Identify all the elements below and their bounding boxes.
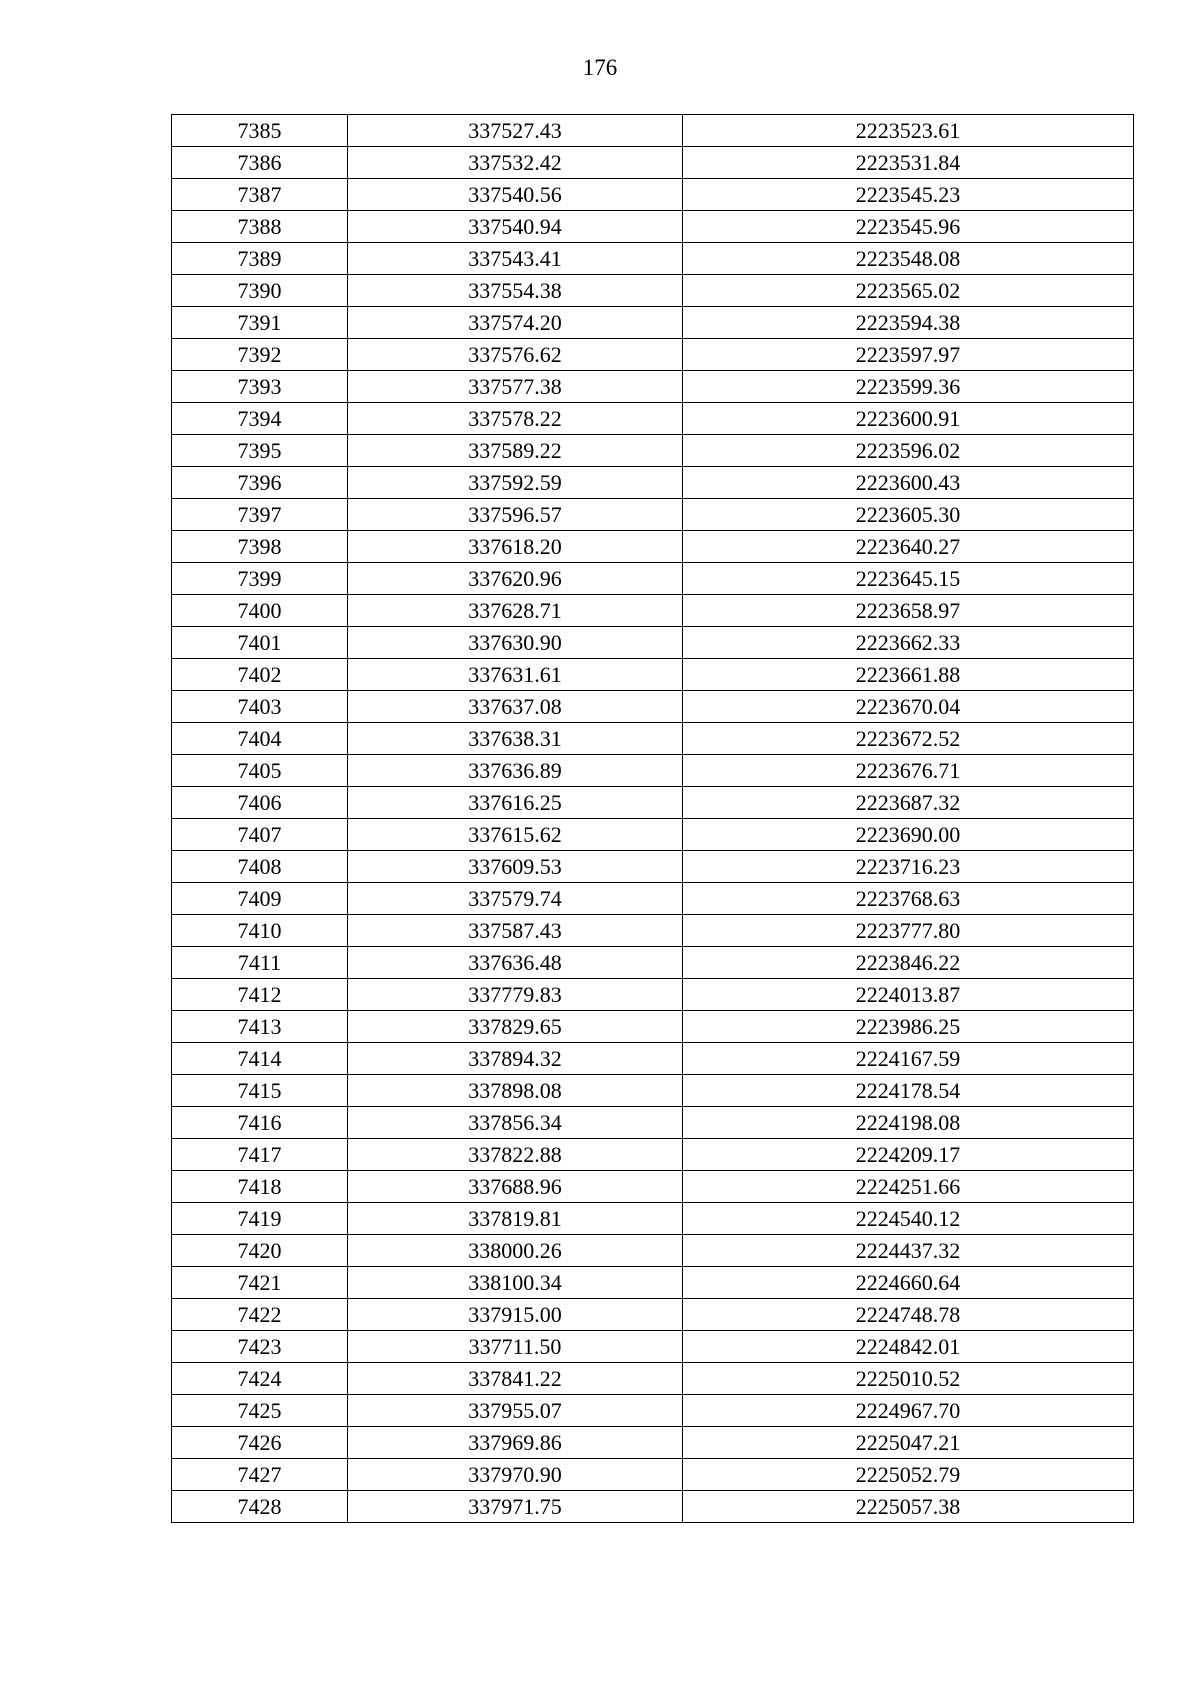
y-coordinate-cell: 2225047.21	[683, 1427, 1134, 1459]
table-row	[172, 275, 1134, 307]
point-number-cell: 7407	[172, 819, 348, 851]
table-row	[172, 307, 1134, 339]
table-row	[172, 115, 1134, 147]
y-coordinate-cell: 2223545.96	[683, 211, 1134, 243]
point-number-cell: 7391	[172, 307, 348, 339]
y-coordinate-cell: 2223523.61	[683, 115, 1134, 147]
x-coordinate-cell: 337638.31	[348, 723, 683, 755]
point-number-cell: 7398	[172, 531, 348, 563]
y-coordinate-cell: 2224842.01	[683, 1331, 1134, 1363]
point-number-cell: 7389	[172, 243, 348, 275]
y-coordinate-cell: 2223600.91	[683, 403, 1134, 435]
x-coordinate-cell: 337618.20	[348, 531, 683, 563]
table-row	[172, 1075, 1134, 1107]
table-row	[172, 211, 1134, 243]
table-row	[172, 1491, 1134, 1523]
y-coordinate-cell: 2223597.97	[683, 339, 1134, 371]
point-number-cell: 7422	[172, 1299, 348, 1331]
point-number-cell: 7395	[172, 435, 348, 467]
point-number-cell: 7410	[172, 915, 348, 947]
point-number-cell: 7402	[172, 659, 348, 691]
x-coordinate-cell: 337592.59	[348, 467, 683, 499]
x-coordinate-cell: 337574.20	[348, 307, 683, 339]
point-number-cell: 7409	[172, 883, 348, 915]
table-row	[172, 1203, 1134, 1235]
point-number-cell: 7411	[172, 947, 348, 979]
y-coordinate-cell: 2224660.64	[683, 1267, 1134, 1299]
table-row	[172, 1235, 1134, 1267]
point-number-cell: 7428	[172, 1491, 348, 1523]
point-number-cell: 7387	[172, 179, 348, 211]
coordinates-table	[171, 114, 1134, 1523]
table-row	[172, 595, 1134, 627]
point-number-cell: 7404	[172, 723, 348, 755]
x-coordinate-cell: 337779.83	[348, 979, 683, 1011]
point-number-cell: 7423	[172, 1331, 348, 1363]
x-coordinate-cell: 337577.38	[348, 371, 683, 403]
y-coordinate-cell: 2223548.08	[683, 243, 1134, 275]
x-coordinate-cell: 337616.25	[348, 787, 683, 819]
x-coordinate-cell: 337615.62	[348, 819, 683, 851]
x-coordinate-cell: 338100.34	[348, 1267, 683, 1299]
point-number-cell: 7390	[172, 275, 348, 307]
y-coordinate-cell: 2225052.79	[683, 1459, 1134, 1491]
x-coordinate-cell: 337829.65	[348, 1011, 683, 1043]
point-number-cell: 7413	[172, 1011, 348, 1043]
y-coordinate-cell: 2225010.52	[683, 1363, 1134, 1395]
y-coordinate-cell: 2224437.32	[683, 1235, 1134, 1267]
table-row	[172, 179, 1134, 211]
x-coordinate-cell: 337711.50	[348, 1331, 683, 1363]
y-coordinate-cell: 2223986.25	[683, 1011, 1134, 1043]
y-coordinate-cell: 2225057.38	[683, 1491, 1134, 1523]
x-coordinate-cell: 337894.32	[348, 1043, 683, 1075]
table-row	[172, 563, 1134, 595]
table-row	[172, 339, 1134, 371]
point-number-cell: 7392	[172, 339, 348, 371]
page-number: 176	[582, 55, 618, 80]
x-coordinate-cell: 337543.41	[348, 243, 683, 275]
table-row	[172, 755, 1134, 787]
point-number-cell: 7386	[172, 147, 348, 179]
y-coordinate-cell: 2224251.66	[683, 1171, 1134, 1203]
x-coordinate-cell: 337631.61	[348, 659, 683, 691]
point-number-cell: 7397	[172, 499, 348, 531]
y-coordinate-cell: 2223640.27	[683, 531, 1134, 563]
point-number-cell: 7425	[172, 1395, 348, 1427]
x-coordinate-cell: 337578.22	[348, 403, 683, 435]
y-coordinate-cell: 2223545.23	[683, 179, 1134, 211]
x-coordinate-cell: 337540.56	[348, 179, 683, 211]
table-row	[172, 819, 1134, 851]
table-row	[172, 371, 1134, 403]
x-coordinate-cell: 337856.34	[348, 1107, 683, 1139]
y-coordinate-cell: 2224540.12	[683, 1203, 1134, 1235]
x-coordinate-cell: 337609.53	[348, 851, 683, 883]
x-coordinate-cell: 337636.89	[348, 755, 683, 787]
point-number-cell: 7400	[172, 595, 348, 627]
point-number-cell: 7393	[172, 371, 348, 403]
point-number-cell: 7426	[172, 1427, 348, 1459]
table-row	[172, 659, 1134, 691]
table-row	[172, 435, 1134, 467]
table-row	[172, 723, 1134, 755]
table-row	[172, 499, 1134, 531]
point-number-cell: 7403	[172, 691, 348, 723]
table-row	[172, 1331, 1134, 1363]
table-row	[172, 979, 1134, 1011]
x-coordinate-cell: 337822.88	[348, 1139, 683, 1171]
x-coordinate-cell: 337955.07	[348, 1395, 683, 1427]
point-number-cell: 7405	[172, 755, 348, 787]
x-coordinate-cell: 337819.81	[348, 1203, 683, 1235]
point-number-cell: 7388	[172, 211, 348, 243]
y-coordinate-cell: 2223662.33	[683, 627, 1134, 659]
table-row	[172, 915, 1134, 947]
x-coordinate-cell: 337637.08	[348, 691, 683, 723]
x-coordinate-cell: 337636.48	[348, 947, 683, 979]
table-row	[172, 1299, 1134, 1331]
y-coordinate-cell: 2224209.17	[683, 1139, 1134, 1171]
point-number-cell: 7424	[172, 1363, 348, 1395]
table-row	[172, 1171, 1134, 1203]
table-row	[172, 1043, 1134, 1075]
table-row	[172, 851, 1134, 883]
table-row	[172, 1107, 1134, 1139]
y-coordinate-cell: 2223768.63	[683, 883, 1134, 915]
y-coordinate-cell: 2223596.02	[683, 435, 1134, 467]
table-row	[172, 467, 1134, 499]
x-coordinate-cell: 337620.96	[348, 563, 683, 595]
point-number-cell: 7412	[172, 979, 348, 1011]
y-coordinate-cell: 2223690.00	[683, 819, 1134, 851]
y-coordinate-cell: 2223777.80	[683, 915, 1134, 947]
point-number-cell: 7406	[172, 787, 348, 819]
y-coordinate-cell: 2223645.15	[683, 563, 1134, 595]
table-row	[172, 531, 1134, 563]
point-number-cell: 7401	[172, 627, 348, 659]
point-number-cell: 7385	[172, 115, 348, 147]
x-coordinate-cell: 337915.00	[348, 1299, 683, 1331]
table-row	[172, 1459, 1134, 1491]
x-coordinate-cell: 337540.94	[348, 211, 683, 243]
point-number-cell: 7416	[172, 1107, 348, 1139]
x-coordinate-cell: 337589.22	[348, 435, 683, 467]
x-coordinate-cell: 338000.26	[348, 1235, 683, 1267]
y-coordinate-cell: 2224013.87	[683, 979, 1134, 1011]
table-row	[172, 627, 1134, 659]
point-number-cell: 7414	[172, 1043, 348, 1075]
x-coordinate-cell: 337628.71	[348, 595, 683, 627]
point-number-cell: 7420	[172, 1235, 348, 1267]
table-row	[172, 883, 1134, 915]
table-row	[172, 1363, 1134, 1395]
y-coordinate-cell: 2224178.54	[683, 1075, 1134, 1107]
x-coordinate-cell: 337970.90	[348, 1459, 683, 1491]
y-coordinate-cell: 2223687.32	[683, 787, 1134, 819]
coordinates-table-body	[172, 115, 1134, 1523]
point-number-cell: 7394	[172, 403, 348, 435]
point-number-cell: 7417	[172, 1139, 348, 1171]
table-row	[172, 1267, 1134, 1299]
point-number-cell: 7427	[172, 1459, 348, 1491]
x-coordinate-cell: 337532.42	[348, 147, 683, 179]
x-coordinate-cell: 337688.96	[348, 1171, 683, 1203]
point-number-cell: 7408	[172, 851, 348, 883]
table-row	[172, 403, 1134, 435]
table-row	[172, 1427, 1134, 1459]
x-coordinate-cell: 337527.43	[348, 115, 683, 147]
table-row	[172, 691, 1134, 723]
x-coordinate-cell: 337898.08	[348, 1075, 683, 1107]
x-coordinate-cell: 337971.75	[348, 1491, 683, 1523]
x-coordinate-cell: 337596.57	[348, 499, 683, 531]
table-row	[172, 1139, 1134, 1171]
y-coordinate-cell: 2224167.59	[683, 1043, 1134, 1075]
y-coordinate-cell: 2223658.97	[683, 595, 1134, 627]
point-number-cell: 7415	[172, 1075, 348, 1107]
y-coordinate-cell: 2223605.30	[683, 499, 1134, 531]
y-coordinate-cell: 2223661.88	[683, 659, 1134, 691]
table-row	[172, 243, 1134, 275]
table-row	[172, 1395, 1134, 1427]
x-coordinate-cell: 337579.74	[348, 883, 683, 915]
point-number-cell: 7421	[172, 1267, 348, 1299]
y-coordinate-cell: 2223716.23	[683, 851, 1134, 883]
point-number-cell: 7418	[172, 1171, 348, 1203]
x-coordinate-cell: 337630.90	[348, 627, 683, 659]
table-row	[172, 1011, 1134, 1043]
y-coordinate-cell: 2224198.08	[683, 1107, 1134, 1139]
table-row	[172, 787, 1134, 819]
x-coordinate-cell: 337841.22	[348, 1363, 683, 1395]
y-coordinate-cell: 2223565.02	[683, 275, 1134, 307]
y-coordinate-cell: 2224748.78	[683, 1299, 1134, 1331]
table-row	[172, 947, 1134, 979]
x-coordinate-cell: 337587.43	[348, 915, 683, 947]
y-coordinate-cell: 2223670.04	[683, 691, 1134, 723]
y-coordinate-cell: 2223846.22	[683, 947, 1134, 979]
y-coordinate-cell: 2223676.71	[683, 755, 1134, 787]
x-coordinate-cell: 337576.62	[348, 339, 683, 371]
table-row	[172, 147, 1134, 179]
x-coordinate-cell: 337969.86	[348, 1427, 683, 1459]
point-number-cell: 7399	[172, 563, 348, 595]
x-coordinate-cell: 337554.38	[348, 275, 683, 307]
point-number-cell: 7396	[172, 467, 348, 499]
y-coordinate-cell: 2223672.52	[683, 723, 1134, 755]
y-coordinate-cell: 2223599.36	[683, 371, 1134, 403]
y-coordinate-cell: 2223594.38	[683, 307, 1134, 339]
y-coordinate-cell: 2224967.70	[683, 1395, 1134, 1427]
y-coordinate-cell: 2223600.43	[683, 467, 1134, 499]
y-coordinate-cell: 2223531.84	[683, 147, 1134, 179]
point-number-cell: 7419	[172, 1203, 348, 1235]
